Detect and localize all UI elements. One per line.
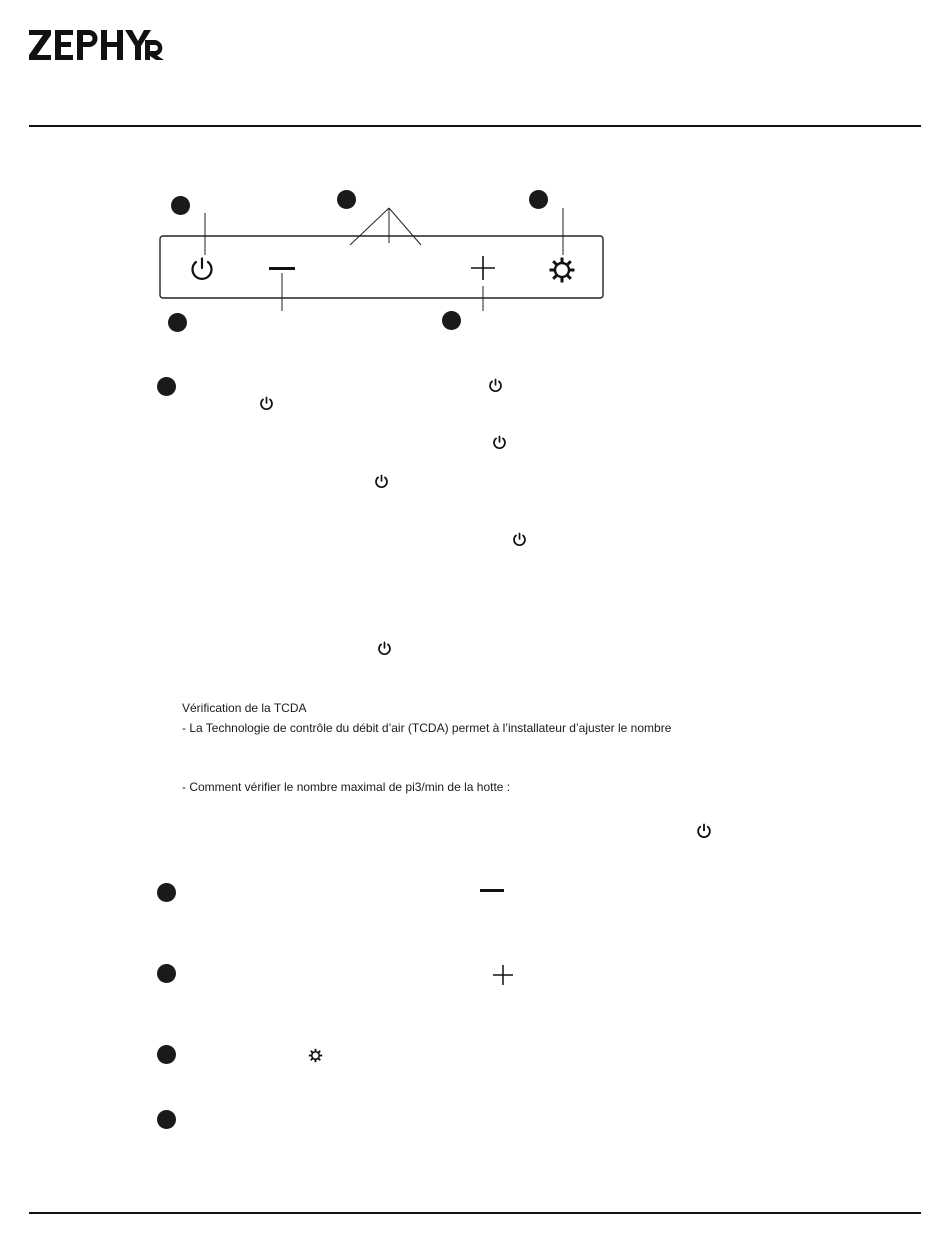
power-icon bbox=[696, 823, 712, 839]
gear-icon bbox=[548, 256, 576, 284]
tcda-description: - La Technologie de contrôle du débit d’air (TCDA) permet à l’installateur d’ajuster le nombre bbox=[182, 721, 672, 735]
step-bullet-plus bbox=[157, 964, 176, 983]
minus-icon bbox=[480, 889, 504, 892]
tcda-how-to-check: - Comment vérifier le nombre maximal de pi3/min de la hotte : bbox=[182, 780, 511, 794]
plus-icon bbox=[471, 256, 495, 280]
power-icon bbox=[512, 532, 527, 547]
step-bullet-final bbox=[157, 1110, 176, 1129]
header-rule bbox=[29, 125, 921, 127]
gear-icon bbox=[308, 1048, 323, 1063]
callout-4 bbox=[168, 313, 187, 332]
plus-icon bbox=[493, 965, 513, 985]
power-icon bbox=[374, 474, 389, 489]
power-icon bbox=[189, 256, 215, 282]
power-icon bbox=[492, 435, 507, 450]
footer-rule bbox=[29, 1212, 921, 1214]
step-bullet-gear bbox=[157, 1045, 176, 1064]
power-icon bbox=[259, 396, 274, 411]
minus-icon bbox=[269, 267, 295, 270]
power-icon bbox=[488, 378, 503, 393]
step-bullet-power bbox=[157, 377, 176, 396]
tcda-heading: Vérification de la TCDA bbox=[182, 701, 307, 715]
zephyr-logo bbox=[29, 28, 167, 62]
power-icon bbox=[377, 641, 392, 656]
step-bullet-minus bbox=[157, 883, 176, 902]
